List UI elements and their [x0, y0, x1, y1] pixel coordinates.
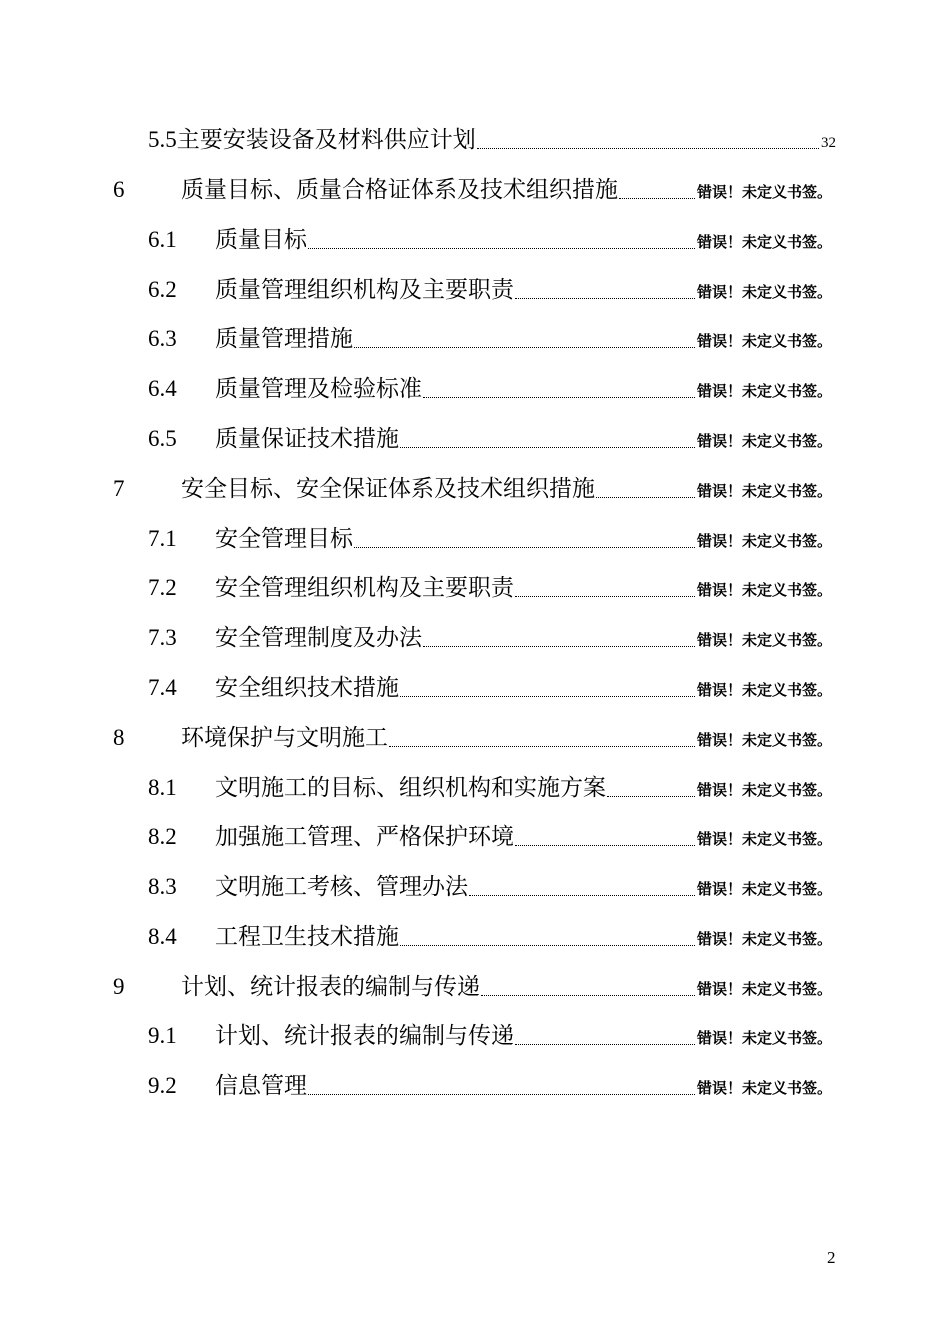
toc-entry-title: 安全管理目标 [215, 526, 353, 552]
toc-entry-title: 工程卫生技术措施 [215, 924, 399, 950]
toc-entry-title: 质量目标、质量合格证体系及技术组织措施 [181, 177, 618, 203]
toc-dot-leader [423, 397, 695, 398]
toc-dot-leader [607, 796, 695, 797]
toc-entry-number: 6 [113, 177, 125, 202]
toc-dot-leader [354, 547, 695, 548]
toc-dot-leader [389, 746, 695, 747]
page-number: 2 [827, 1248, 836, 1267]
toc-entry-number: 9.2 [148, 1073, 177, 1098]
toc-dot-leader [515, 1044, 695, 1045]
toc-entry[interactable] [148, 1068, 832, 1104]
toc-entry-title: 质量保证技术措施 [215, 426, 399, 452]
toc-entry-number: 8.3 [148, 874, 177, 899]
toc-entry-page: 错误！未定义书签。 [696, 880, 832, 898]
toc-entry-title: 安全目标、安全保证体系及技术组织措施 [181, 476, 595, 502]
toc-entry-number: 7.4 [148, 675, 177, 700]
toc-entry[interactable] [148, 521, 832, 557]
toc-entry-page: 错误！未定义书签。 [696, 731, 832, 749]
toc-entry-number: 6.4 [148, 376, 177, 401]
toc-entry[interactable] [148, 770, 832, 806]
toc-entry-page: 错误！未定义书签。 [696, 382, 832, 400]
toc-entry[interactable] [148, 122, 836, 158]
toc-entry-page: 错误！未定义书签。 [696, 432, 832, 450]
toc-entry[interactable] [113, 720, 832, 756]
toc-entry-title: 质量管理组织机构及主要职责 [215, 277, 514, 303]
toc-entry[interactable] [148, 819, 832, 855]
toc-dot-leader [515, 596, 695, 597]
toc-dot-leader [481, 995, 695, 996]
toc-entry-page: 32 [821, 135, 836, 151]
toc-entry-title: 文明施工的目标、组织机构和实施方案 [215, 775, 606, 801]
toc-dot-leader [515, 298, 695, 299]
toc-entry-title: 计划、统计报表的编制与传递 [181, 974, 480, 1000]
toc-entry-number: 6.1 [148, 227, 177, 252]
toc-entry-title: 质量管理措施 [215, 326, 353, 352]
toc-dot-leader [400, 696, 695, 697]
toc-entry-number: 6.5 [148, 426, 177, 451]
toc-entry-title: 信息管理 [215, 1073, 307, 1099]
toc-entry-page: 错误！未定义书签。 [696, 1029, 832, 1047]
toc-entry-title: 加强施工管理、严格保护环境 [215, 824, 514, 850]
toc-entry[interactable] [113, 172, 832, 208]
toc-entry-title: 安全管理组织机构及主要职责 [215, 575, 514, 601]
toc-entry-number: 8.1 [148, 775, 177, 800]
toc-entry-title: 计划、统计报表的编制与传递 [215, 1023, 514, 1049]
toc-entry-title: 文明施工考核、管理办法 [215, 874, 468, 900]
toc-entry-page: 错误！未定义书签。 [696, 532, 832, 550]
toc-entry[interactable] [148, 670, 832, 706]
toc-entry[interactable] [148, 222, 832, 258]
toc-dot-leader [400, 447, 695, 448]
toc-entry[interactable] [148, 869, 832, 905]
toc-entry-page: 错误！未定义书签。 [696, 183, 832, 201]
toc-entry-page: 错误！未定义书签。 [696, 681, 832, 699]
toc-entry-title: 主要安装设备及材料供应计划 [176, 127, 476, 153]
toc-dot-leader [400, 945, 695, 946]
toc-entry-number: 8 [113, 725, 125, 750]
toc-entry[interactable] [113, 471, 832, 507]
toc-dot-leader [477, 148, 819, 149]
toc-entry-number: 9.1 [148, 1023, 177, 1048]
toc-dot-leader [423, 646, 695, 647]
toc-entry-page: 错误！未定义书签。 [696, 980, 832, 998]
toc-entry[interactable] [148, 321, 832, 357]
toc-entry-number: 7.2 [148, 575, 177, 600]
toc-entry[interactable] [148, 272, 832, 308]
toc-entry[interactable] [148, 919, 832, 955]
toc-entry-number: 5.5 [148, 127, 177, 152]
toc-entry-number: 7.3 [148, 625, 177, 650]
toc-entry-page: 错误！未定义书签。 [696, 930, 832, 948]
toc-dot-leader [308, 248, 695, 249]
toc-entry-number: 6.2 [148, 277, 177, 302]
toc-entry-title: 安全管理制度及办法 [215, 625, 422, 651]
toc-entry-number: 8.2 [148, 824, 177, 849]
toc-entry-page: 错误！未定义书签。 [696, 631, 832, 649]
toc-entry[interactable] [148, 620, 832, 656]
toc-dot-leader [515, 845, 695, 846]
toc-entry-title: 质量管理及检验标准 [215, 376, 422, 402]
toc-entry-page: 错误！未定义书签。 [696, 283, 832, 301]
toc-dot-leader [354, 347, 695, 348]
toc-entry-title: 质量目标 [215, 227, 307, 253]
toc-dot-leader [469, 895, 695, 896]
toc-entry[interactable] [148, 421, 832, 457]
toc-entry[interactable] [148, 570, 832, 606]
toc-dot-leader [619, 198, 695, 199]
toc-dot-leader [596, 497, 695, 498]
toc-entry-page: 错误！未定义书签。 [696, 332, 832, 350]
toc-entry-title: 环境保护与文明施工 [181, 725, 388, 751]
toc-entry-page: 错误！未定义书签。 [696, 830, 832, 848]
toc-entry-number: 7 [113, 476, 125, 501]
toc-entry[interactable] [148, 1018, 832, 1054]
toc-entry-page: 错误！未定义书签。 [696, 233, 832, 251]
toc-entry-page: 错误！未定义书签。 [696, 581, 832, 599]
toc-entry-page: 错误！未定义书签。 [696, 1079, 832, 1097]
toc-dot-leader [308, 1094, 695, 1095]
toc-entry-page: 错误！未定义书签。 [696, 482, 832, 500]
toc-entry-number: 8.4 [148, 924, 177, 949]
toc-entry-number: 9 [113, 974, 125, 999]
toc-entry-page: 错误！未定义书签。 [696, 781, 832, 799]
toc-entry-number: 6.3 [148, 326, 177, 351]
toc-entry-number: 7.1 [148, 526, 177, 551]
toc-entry[interactable] [148, 371, 832, 407]
toc-entry-title: 安全组织技术措施 [215, 675, 399, 701]
toc-entry[interactable] [113, 969, 832, 1005]
